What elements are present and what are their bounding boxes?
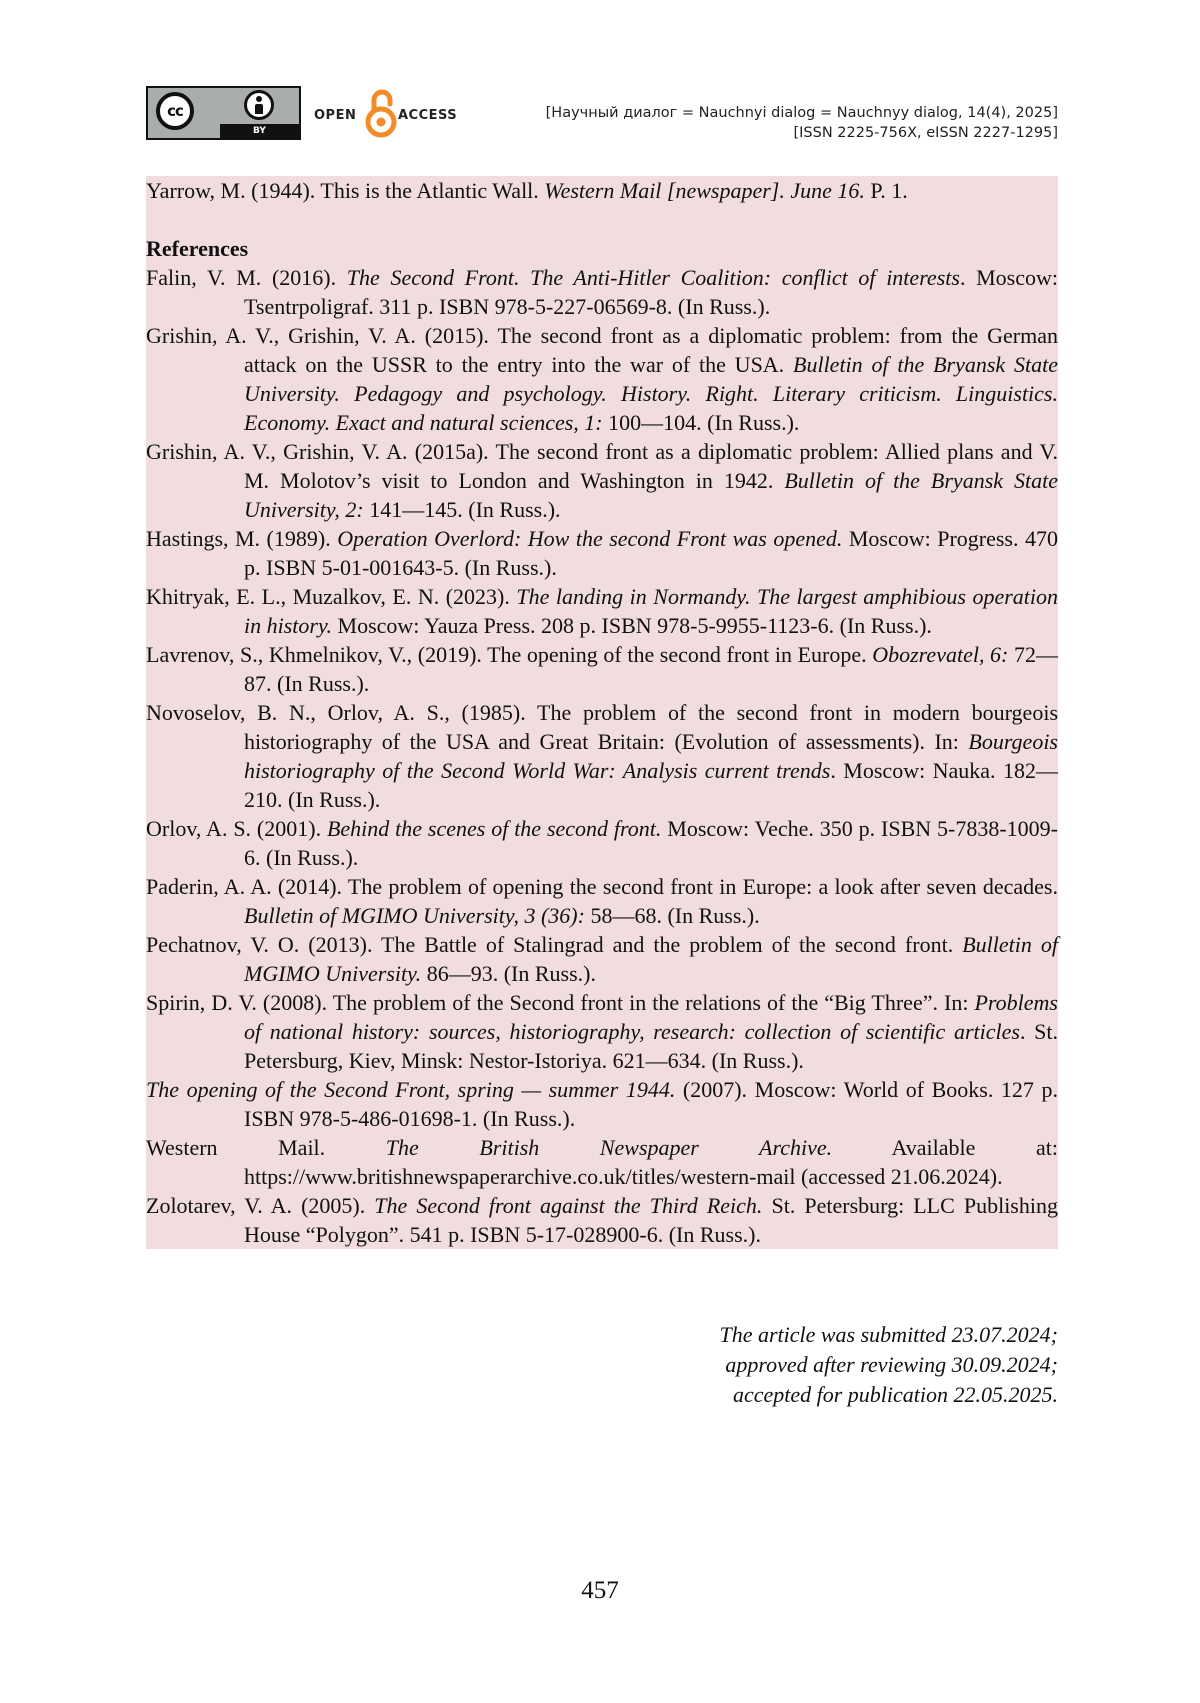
by-label: BY xyxy=(220,124,299,138)
reference-title: Bourgeois historiography of the Second World War: Analysis current trends xyxy=(244,729,1058,783)
reference-entry xyxy=(146,1075,1058,1133)
reference-entry xyxy=(146,872,1058,930)
reference-title: Problems of national history: sources, historiography, research: collection of scientific articles xyxy=(244,990,1058,1044)
submission-dates xyxy=(719,1320,1058,1410)
open-access-lock-icon xyxy=(364,86,398,140)
reference-entry xyxy=(146,524,1058,582)
references-list xyxy=(146,263,1058,1249)
reference-title: The opening of the Second Front, spring — summer 1944. xyxy=(146,1077,676,1102)
reference-text: Lavrenov, S., Khmelnikov, V., (2019). The opening of the second front in Europe. xyxy=(146,642,873,667)
reference-text: 100—104. (In Russ.). xyxy=(602,410,800,435)
attribution-person-icon xyxy=(244,90,274,120)
reference-text: Falin, V. M. (2016). xyxy=(146,265,347,290)
reference-title: The landing in Normandy. The largest amphibious operation in history. xyxy=(244,584,1058,638)
reference-text: Moscow: Yauza Press. 208 p. ISBN 978-5-9955-1123-6. (In Russ.). xyxy=(332,613,932,638)
reference-text: Spirin, D. V. (2008). The problem of the Second front in the relations of the “Big Three”. In: xyxy=(146,990,975,1015)
journal-title-line: [Научный диалог = Nauchnyi dialog = Nauchnyy dialog, 14(4), 2025] xyxy=(545,105,1058,121)
reference-text: Hastings, M. (1989). xyxy=(146,526,338,551)
reference-text: Paderin, A. A. (2014). The problem of opening the second front in Europe: a look after seven decades. xyxy=(146,874,1058,899)
reference-entry xyxy=(146,321,1058,437)
references-block xyxy=(146,176,1058,1249)
reference-entry xyxy=(146,437,1058,524)
reference-title: Obozrevatel, 6: xyxy=(872,642,1009,667)
page-number: 457 xyxy=(581,1577,619,1604)
reference-text: Orlov, A. S. (2001). xyxy=(146,816,327,841)
preceding-entry-title: Western Mail [newspaper]. June 16. xyxy=(544,178,865,203)
reference-text: Moscow: Progress. 470 p. ISBN 5-01-001643-5. (In Russ.). xyxy=(244,526,1058,580)
preceding-entry-text: P. 1. xyxy=(864,178,908,203)
reference-text: Grishin, A. V., Grishin, V. A. (2015). The second front as a diplomatic problem: from the German attack on the USSR to the entry into the war of the USA. xyxy=(146,323,1058,377)
reference-entry xyxy=(146,263,1058,321)
reference-entry xyxy=(146,814,1058,872)
preceding-source-entry xyxy=(146,176,1058,205)
reference-title: Behind the scenes of the second front. xyxy=(326,816,662,841)
reference-text: 72—87. (In Russ.). xyxy=(244,642,1058,696)
reference-title: The Second Front. The Anti-Hitler Coalition: conflict of interests xyxy=(346,265,960,290)
reference-entry xyxy=(146,1133,1058,1191)
open-access-logo xyxy=(314,86,464,142)
reference-title: Bulletin of the Bryansk State University. Pedagogy and psychology. History. Right. Literary criticism. Linguistics. Economy. Exact and natural sciences, 1: xyxy=(244,352,1058,435)
reference-text: Moscow: Veche. 350 p. ISBN 5-7838-1009-6. (In Russ.). xyxy=(244,816,1058,870)
reference-text: Available at: https://www.britishnewspaperarchive.co.uk/titles/western-mail (accessed 21.06.2024). xyxy=(244,1135,1059,1189)
reference-entry xyxy=(146,698,1058,814)
reference-title: Bulletin of the Bryansk State University, 2: xyxy=(244,468,1058,522)
page-header xyxy=(146,86,1058,146)
reference-text: Novoselov, B. N., Orlov, A. S., (1985). The problem of the second front in modern bourgeois historiography of the USA and Great Britain: (Evolution of assessments). In: xyxy=(146,700,1058,754)
reference-entry xyxy=(146,582,1058,640)
reference-title: Operation Overlord: How the second Front was opened. xyxy=(337,526,843,551)
reference-text: . Moscow: Tsentrpoligraf. 311 p. ISBN 978-5-227-06569-8. (In Russ.). xyxy=(244,265,1058,319)
cc-icon: cc xyxy=(156,92,194,130)
access-label: ACCESS xyxy=(398,108,458,123)
reference-entry xyxy=(146,930,1058,988)
journal-issn-line: [ISSN 2225-756X, eISSN 2227-1295] xyxy=(793,125,1058,141)
reference-text: . St. Petersburg, Kiev, Minsk: Nestor-Istoriya. 621—634. (In Russ.). xyxy=(244,1019,1058,1073)
reference-text: (2007). Moscow: World of Books. 127 p. ISBN 978-5-486-01698-1. (In Russ.). xyxy=(244,1077,1058,1131)
open-label: OPEN xyxy=(314,108,357,123)
reference-text: Western Mail. xyxy=(146,1135,386,1160)
reference-title: Bulletin of MGIMO University, 3 (36): xyxy=(244,903,585,928)
reference-text: 86—93. (In Russ.). xyxy=(421,961,596,986)
reference-title: The Second front against the Third Reich. xyxy=(374,1193,763,1218)
reference-text: Khitryak, E. L., Muzalkov, E. N. (2023). xyxy=(146,584,517,609)
reference-text: Grishin, A. V., Grishin, V. A. (2015a). The second front as a diplomatic problem: Allied plans and V. M. Molotov’s visit to London and Washington in 1942. xyxy=(146,439,1058,493)
references-heading: References xyxy=(146,236,249,261)
reference-entry xyxy=(146,988,1058,1075)
reference-entry xyxy=(146,640,1058,698)
reference-text: 58—68. (In Russ.). xyxy=(584,903,760,928)
submitted-date: The article was submitted 23.07.2024; xyxy=(719,1322,1058,1347)
reference-text: 141—145. (In Russ.). xyxy=(363,497,561,522)
preceding-entry-text: Yarrow, M. (1944). This is the Atlantic Wall. xyxy=(146,178,545,203)
cc-by-license-icon xyxy=(146,86,301,140)
reference-text: . Moscow: Nauka. 182—210. (In Russ.). xyxy=(244,758,1059,812)
reference-text: Pechatnov, V. O. (2013). The Battle of Stalingrad and the problem of the second front. xyxy=(146,932,963,957)
reference-text: St. Petersburg: LLC Publishing House “Polygon”. 541 p. ISBN 5-17-028900-6. (In Russ.). xyxy=(244,1193,1058,1247)
reference-title: The British Newspaper Archive. xyxy=(385,1135,833,1160)
reference-text: Zolotarev, V. A. (2005). xyxy=(146,1193,375,1218)
journal-citation xyxy=(546,103,1058,143)
reference-entry xyxy=(146,1191,1058,1249)
approved-date: approved after reviewing 30.09.2024; xyxy=(725,1352,1058,1377)
reference-title: Bulletin of MGIMO University. xyxy=(244,932,1058,986)
accepted-date: accepted for publication 22.05.2025. xyxy=(732,1382,1058,1407)
